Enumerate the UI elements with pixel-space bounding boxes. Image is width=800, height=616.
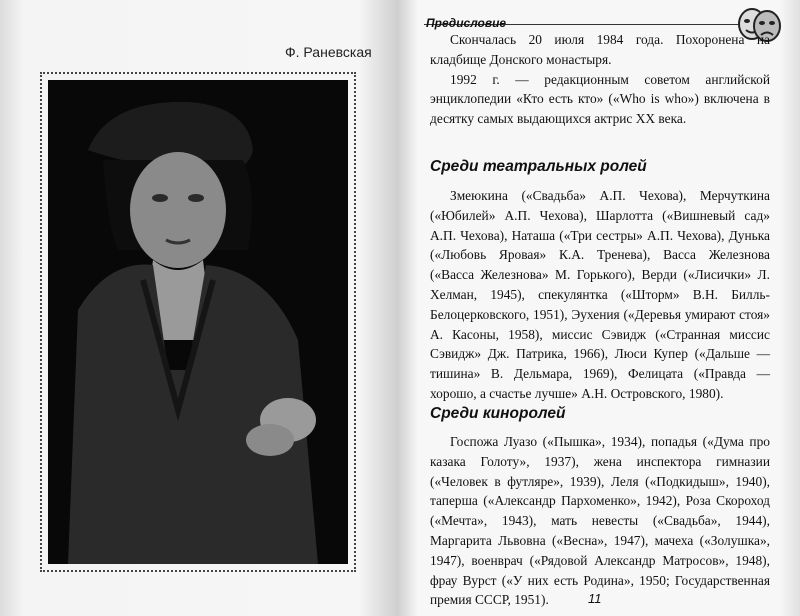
theatre-roles-paragraph: Змеюкина («Свадьба» А.П. Чехова), Мерчуткина («Юбилей» А.П. Чехова), Шарлотта («Вишневый сад» А.П. Чехова), Наташа («Три сестры» А.П. Чехова), Дунька («Любовь Яровая» К.А. Тренева), Васса Железнова («Васса Железнова» М. Горького), Верди («Лисички» Л. Хелман, 1945), спекулянтка («Шторм» В.Н. Билль-Белоцерковского, 1951), Эухения («Деревья умирают стоя» А. Касоны, 1958), миссис Сэвидж («Странная миссис Сэвидж» Дж. Патрика, 1966), Люси Купер («Дальше — тишина» В. Дельмара, 1969), Фелицата («Правда — хорошо, а счастье лучше» А.Н. Островского, 1980). [430, 188, 770, 401]
page-number: 11 [588, 591, 602, 606]
section-title-theatre: Среди театральных ролей [430, 158, 647, 175]
section-text-film [430, 432, 770, 610]
intro-text [430, 30, 770, 129]
portrait-illustration [48, 80, 348, 564]
running-head-section: Предисловие [426, 16, 507, 30]
portrait-photo [48, 80, 348, 564]
intro-paragraph-award: 1992 г. — редакционным советом английской энциклопедии «Кто есть кто» («Who is who») включена в десятку самых выдающихся актрис XX века. [430, 71, 770, 127]
right-page [398, 0, 800, 616]
section-text-theatre [430, 186, 770, 404]
left-page [0, 0, 398, 616]
film-roles-paragraph: Госпожа Луазо («Пышка», 1934), попадья («Дума про казака Голоту», 1937), жена инспектора гимназии («Человек в футляре», 1939), Леля («Подкидыш», 1940), таперша («Александр Пархоменко», 1942), Роза Скороход («Мечта», 1943), мать невесты («Свадьба», 1944), Маргарита Львовна («Весна», 1947), мачеха («Золушка», 1947), военврач («Рядовой Александр Матросов», 1948), фрау Вурст («У них есть Родина», 1950; Государственная премия СССР, 1951). [430, 434, 770, 608]
intro-paragraph-death: Скончалась 20 июля 1984 года. Похоронена на кладбище Донского монастыря. [430, 32, 770, 67]
portrait-photo-frame [40, 72, 356, 572]
section-title-film: Среди кинoролей [430, 405, 566, 422]
running-head-author: Ф. Раневская [285, 44, 372, 60]
